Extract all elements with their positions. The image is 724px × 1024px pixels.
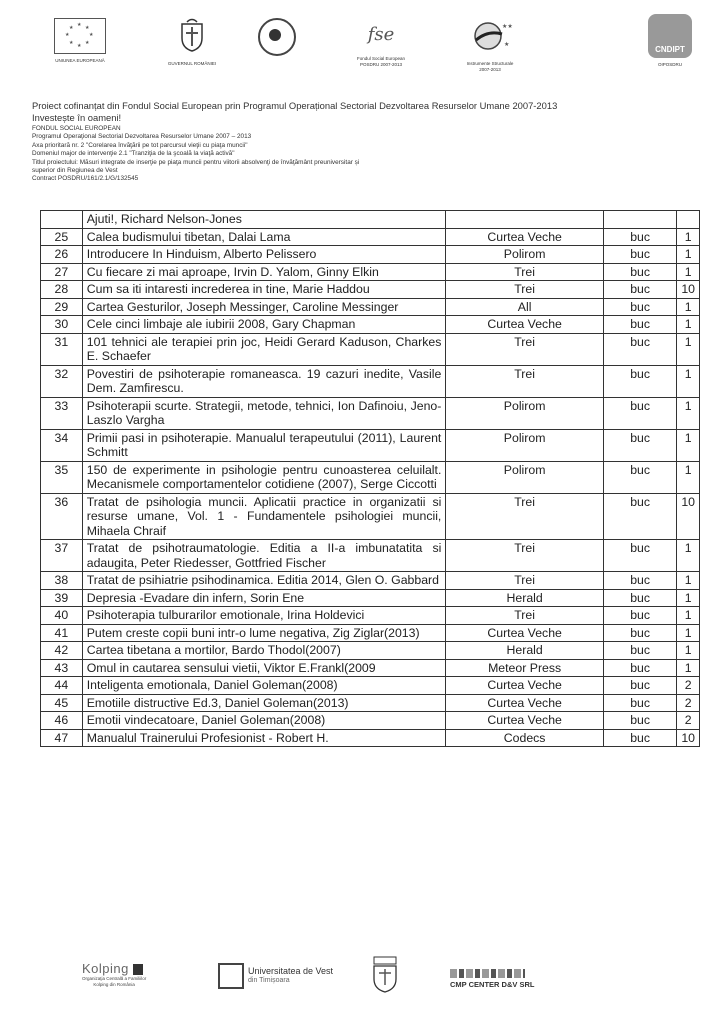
row-number-cell: 39 bbox=[41, 589, 83, 607]
quantity-cell: 1 bbox=[677, 316, 700, 334]
publisher-cell: Trei bbox=[446, 493, 604, 540]
table-row bbox=[41, 572, 700, 590]
row-number-cell bbox=[41, 211, 83, 229]
coat-of-arms-icon bbox=[179, 18, 205, 52]
round-seal-icon bbox=[258, 18, 296, 56]
publisher-cell: Herald bbox=[446, 589, 604, 607]
title-author-cell: Putem creste copii buni intr-o lume negativa, Zig Ziglar(2013) bbox=[82, 624, 446, 642]
unit-cell: buc bbox=[603, 729, 676, 747]
publisher-cell: Codecs bbox=[446, 729, 604, 747]
quantity-cell: 1 bbox=[677, 429, 700, 461]
quantity-cell: 1 bbox=[677, 624, 700, 642]
row-number-cell: 47 bbox=[41, 729, 83, 747]
kolping-name: Kolping bbox=[82, 961, 129, 976]
header-line: Domeniul major de intervenţie 2.1 "Tranziţia de la şcoală la viaţă activă" bbox=[32, 150, 235, 158]
title-author-cell: Tratat de psihotraumatologie. Editia a II-a imbunatatita si adaugita, Peter Riedesser, Gottfried Fischer bbox=[82, 540, 446, 572]
unit-cell: buc bbox=[603, 429, 676, 461]
quantity-cell: 2 bbox=[677, 712, 700, 730]
round-seal-logo bbox=[252, 18, 302, 60]
unit-cell: buc bbox=[603, 607, 676, 625]
publisher-cell: Polirom bbox=[446, 397, 604, 429]
row-number-cell: 33 bbox=[41, 397, 83, 429]
publisher-cell: Trei bbox=[446, 540, 604, 572]
title-author-cell: Cartea tibetana a mortilor, Bardo Thodol(2007) bbox=[82, 642, 446, 660]
table-row bbox=[41, 263, 700, 281]
row-number-cell: 37 bbox=[41, 540, 83, 572]
title-author-cell: Tratat de psihiatrie psihodinamica. Editia 2014, Glen O. Gabbard bbox=[82, 572, 446, 590]
header-line: Axa prioritară nr. 2 "Corelarea învăţării pe tot parcursul vieţii cu piaţa muncii" bbox=[32, 141, 248, 149]
table-row bbox=[41, 540, 700, 572]
table-row bbox=[41, 461, 700, 493]
fse-mark: fse bbox=[367, 24, 395, 45]
row-number-cell: 38 bbox=[41, 572, 83, 590]
unit-cell: buc bbox=[603, 589, 676, 607]
quantity-cell: 1 bbox=[677, 642, 700, 660]
table-row bbox=[41, 624, 700, 642]
publisher-cell: Trei bbox=[446, 281, 604, 299]
uvt-city: din Timișoara bbox=[248, 977, 290, 984]
publisher-cell: Polirom bbox=[446, 429, 604, 461]
unit-cell: buc bbox=[603, 461, 676, 493]
cmp-center-logo bbox=[450, 969, 534, 989]
unit-cell: buc bbox=[603, 659, 676, 677]
quantity-cell: 10 bbox=[677, 493, 700, 540]
quantity-cell: 1 bbox=[677, 365, 700, 397]
quantity-cell: 10 bbox=[677, 281, 700, 299]
eu-caption: UNIUNEA EUROPEANĂ bbox=[55, 58, 105, 63]
publisher-cell: Curtea Veche bbox=[446, 228, 604, 246]
quantity-cell: 1 bbox=[677, 246, 700, 264]
project-header bbox=[32, 100, 702, 184]
svg-text:★★: ★★ bbox=[502, 24, 513, 30]
publisher-cell: Curtea Veche bbox=[446, 712, 604, 730]
row-number-cell: 28 bbox=[41, 281, 83, 299]
header-line: Programul Operaţional Sectorial Dezvoltarea Resurselor Umane 2007 – 2013 bbox=[32, 133, 252, 141]
kolping-logo bbox=[82, 961, 146, 988]
title-author-cell: 101 tehnici ale terapiei prin joc, Heidi Gerard Kaduson, Charkes E. Schaefer bbox=[82, 333, 446, 365]
publisher-cell: Trei bbox=[446, 365, 604, 397]
publisher-cell: Trei bbox=[446, 607, 604, 625]
publisher-cell: Polirom bbox=[446, 246, 604, 264]
row-number-cell: 46 bbox=[41, 712, 83, 730]
uvt-icon bbox=[218, 963, 244, 989]
publisher-cell: All bbox=[446, 298, 604, 316]
unit-cell: buc bbox=[603, 677, 676, 695]
title-author-cell: Calea budismului tibetan, Dalai Lama bbox=[82, 228, 446, 246]
unit-cell: buc bbox=[603, 246, 676, 264]
publisher-cell: Trei bbox=[446, 572, 604, 590]
quantity-cell: 1 bbox=[677, 333, 700, 365]
row-number-cell: 44 bbox=[41, 677, 83, 695]
row-number-cell: 25 bbox=[41, 228, 83, 246]
quantity-cell: 1 bbox=[677, 397, 700, 429]
footer-logos bbox=[70, 955, 670, 1015]
quantity-cell: 2 bbox=[677, 694, 700, 712]
unit-cell: buc bbox=[603, 333, 676, 365]
unit-cell: buc bbox=[603, 694, 676, 712]
crest-icon bbox=[370, 955, 400, 993]
cmp-bar-icon bbox=[450, 969, 525, 978]
quantity-cell: 1 bbox=[677, 263, 700, 281]
eu-logo bbox=[40, 18, 120, 64]
publisher-cell: Trei bbox=[446, 263, 604, 281]
table-row bbox=[41, 316, 700, 334]
table-row bbox=[41, 694, 700, 712]
table-row bbox=[41, 298, 700, 316]
unit-cell: buc bbox=[603, 572, 676, 590]
uvt-name: Universitatea de Vest bbox=[248, 966, 334, 976]
unit-cell: buc bbox=[603, 228, 676, 246]
instrumente-structurale-icon bbox=[466, 18, 514, 52]
unit-cell: buc bbox=[603, 316, 676, 334]
title-author-cell: Psihoterapii scurte. Strategii, metode, tehnici, Ion Dafinoiu, Jeno-Laszlo Vargha bbox=[82, 397, 446, 429]
cndipt-logo bbox=[640, 14, 700, 68]
table-row bbox=[41, 659, 700, 677]
header-line: FONDUL SOCIAL EUROPEAN bbox=[32, 125, 121, 132]
quantity-cell: 1 bbox=[677, 540, 700, 572]
title-author-cell: Cele cinci limbaje ale iubirii 2008, Gary Chapman bbox=[82, 316, 446, 334]
table-row bbox=[41, 729, 700, 747]
row-number-cell: 31 bbox=[41, 333, 83, 365]
publisher-cell: Curtea Veche bbox=[446, 316, 604, 334]
title-author-cell: Depresia -Evadare din infern, Sorin Ene bbox=[82, 589, 446, 607]
cmp-name: CMP CENTER D&V SRL bbox=[450, 980, 535, 989]
quantity-cell: 1 bbox=[677, 228, 700, 246]
unit-cell: buc bbox=[603, 263, 676, 281]
table-row bbox=[41, 712, 700, 730]
unit-cell: buc bbox=[603, 624, 676, 642]
row-number-cell: 32 bbox=[41, 365, 83, 397]
kolping-k-icon bbox=[133, 964, 143, 975]
quantity-cell: 10 bbox=[677, 729, 700, 747]
is-caption-1: Instrumente Structurale bbox=[466, 61, 514, 66]
proiect-line: Proiect cofinanțat din Fondul Social European prin Programul Operațional Sectorial Dezvoltarea Resurselor Umane 2007-2013 bbox=[32, 100, 558, 111]
table-row bbox=[41, 397, 700, 429]
title-author-cell: 150 de experimente in psihologie pentru cunoasterea celuilalt. Mecanismele comportamentelor cotidiene (2007), Serge Ciccotti bbox=[82, 461, 446, 493]
quantity-cell: 1 bbox=[677, 589, 700, 607]
row-number-cell: 35 bbox=[41, 461, 83, 493]
unit-cell: buc bbox=[603, 642, 676, 660]
eu-flag-icon: ★ ★ ★ ★ ★ ★ ★ ★ bbox=[54, 18, 106, 54]
table-row bbox=[41, 589, 700, 607]
header-line: superior din Regiunea de Vest bbox=[32, 167, 118, 175]
title-author-cell: Cartea Gesturilor, Joseph Messinger, Caroline Messinger bbox=[82, 298, 446, 316]
unit-cell bbox=[603, 211, 676, 229]
publisher-cell: Curtea Veche bbox=[446, 694, 604, 712]
unit-cell: buc bbox=[603, 281, 676, 299]
uvt-logo bbox=[218, 963, 333, 989]
table-row bbox=[41, 211, 700, 229]
quantity-cell: 1 bbox=[677, 298, 700, 316]
title-author-cell: Omul in cautarea sensului vietii, Viktor E.Frankl(2009 bbox=[82, 659, 446, 677]
slogan: Investește în oameni! bbox=[32, 112, 122, 123]
table-row bbox=[41, 365, 700, 397]
table-row bbox=[41, 607, 700, 625]
cndipt-mark: CNDIPT bbox=[648, 14, 692, 58]
unit-cell: buc bbox=[603, 493, 676, 540]
contract-line: Contract POSDRU/161/2.1/G/132545 bbox=[32, 175, 139, 183]
row-number-cell: 41 bbox=[41, 624, 83, 642]
table-row bbox=[41, 246, 700, 264]
title-author-cell: Inteligenta emotionala, Daniel Goleman(2008) bbox=[82, 677, 446, 695]
title-author-cell: Povestiri de psihoterapie romaneasca. 19 cazuri inedite, Vasile Dem. Zamfirescu. bbox=[82, 365, 446, 397]
book-list-table bbox=[40, 210, 700, 747]
title-author-cell: Cu fiecare zi mai aproape, Irvin D. Yalom, Ginny Elkin bbox=[82, 263, 446, 281]
unit-cell: buc bbox=[603, 540, 676, 572]
gov-caption: GUVERNUL ROMÂNIEI bbox=[167, 61, 217, 66]
row-number-cell: 43 bbox=[41, 659, 83, 677]
publisher-cell: Curtea Veche bbox=[446, 624, 604, 642]
table-row bbox=[41, 333, 700, 365]
table-row bbox=[41, 642, 700, 660]
table-row bbox=[41, 429, 700, 461]
title-author-cell: Manualul Trainerului Profesionist - Robert H. bbox=[82, 729, 446, 747]
row-number-cell: 30 bbox=[41, 316, 83, 334]
unit-cell: buc bbox=[603, 397, 676, 429]
quantity-cell: 1 bbox=[677, 607, 700, 625]
fse-caption-2: POSDRU 2007-2013 bbox=[359, 62, 403, 67]
gov-logo bbox=[152, 18, 232, 67]
row-number-cell: 36 bbox=[41, 493, 83, 540]
logo-strip bbox=[40, 18, 700, 86]
title-author-cell: Introducere In Hinduism, Alberto Pelissero bbox=[82, 246, 446, 264]
publisher-cell: Trei bbox=[446, 333, 604, 365]
lugoj-crest-logo bbox=[370, 955, 400, 998]
oiposdru-caption: OIPOSDRU bbox=[657, 62, 682, 67]
publisher-cell: Curtea Veche bbox=[446, 677, 604, 695]
row-number-cell: 42 bbox=[41, 642, 83, 660]
row-number-cell: 40 bbox=[41, 607, 83, 625]
table-row bbox=[41, 493, 700, 540]
quantity-cell bbox=[677, 211, 700, 229]
publisher-cell: Herald bbox=[446, 642, 604, 660]
row-number-cell: 45 bbox=[41, 694, 83, 712]
title-author-cell: Ajuti!, Richard Nelson-Jones bbox=[82, 211, 446, 229]
unit-cell: buc bbox=[603, 298, 676, 316]
row-number-cell: 27 bbox=[41, 263, 83, 281]
fse-logo bbox=[336, 18, 426, 68]
title-author-cell: Primii pasi in psihoterapie. Manualul terapeutului (2011), Laurent Schmitt bbox=[82, 429, 446, 461]
quantity-cell: 1 bbox=[677, 572, 700, 590]
svg-text:★: ★ bbox=[504, 42, 510, 48]
table-row bbox=[41, 677, 700, 695]
title-author-cell: Emotii vindecatoare, Daniel Goleman(2008) bbox=[82, 712, 446, 730]
is-caption-2: 2007-2013 bbox=[479, 67, 501, 72]
unit-cell: buc bbox=[603, 712, 676, 730]
row-number-cell: 26 bbox=[41, 246, 83, 264]
header-line: Titlul proiectului: Măsuri integrate de inserţie pe piaţa muncii pentru viitorii absolvenţi de învăţământ preuniversitar și bbox=[32, 158, 360, 166]
publisher-cell: Meteor Press bbox=[446, 659, 604, 677]
row-number-cell: 34 bbox=[41, 429, 83, 461]
table-row bbox=[41, 228, 700, 246]
kolping-caption-1: Organizaţia Centrală a Familiilor bbox=[82, 976, 147, 981]
table-row bbox=[41, 281, 700, 299]
title-author-cell: Emotiile distructive Ed.3, Daniel Goleman(2013) bbox=[82, 694, 446, 712]
fse-caption-1: Fondul Social European bbox=[356, 56, 406, 61]
title-author-cell: Tratat de psihologia muncii. Aplicatii practice in organizatii si resurse umane, Vol. 1 - Fundamentele psihologiei muncii, Mihaela Chraif bbox=[82, 493, 446, 540]
publisher-cell bbox=[446, 211, 604, 229]
unit-cell: buc bbox=[603, 365, 676, 397]
instrumente-structurale-logo bbox=[445, 18, 535, 73]
publisher-cell: Polirom bbox=[446, 461, 604, 493]
title-author-cell: Cum sa iti intaresti increderea in tine, Marie Haddou bbox=[82, 281, 446, 299]
row-number-cell: 29 bbox=[41, 298, 83, 316]
title-author-cell: Psihoterapia tulburarilor emotionale, Irina Holdevici bbox=[82, 607, 446, 625]
quantity-cell: 2 bbox=[677, 677, 700, 695]
quantity-cell: 1 bbox=[677, 659, 700, 677]
kolping-caption-2: Kolping din România bbox=[93, 982, 135, 987]
quantity-cell: 1 bbox=[677, 461, 700, 493]
